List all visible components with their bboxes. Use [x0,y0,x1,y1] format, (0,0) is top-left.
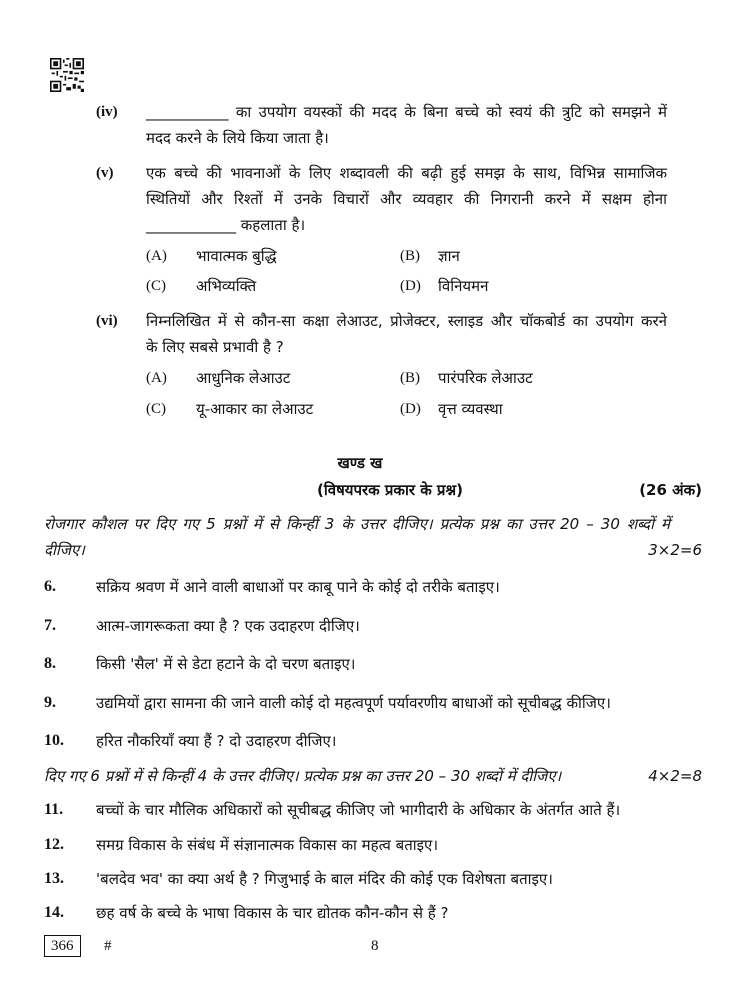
option-label: (A) [146,370,167,386]
question-text: ___________ का उपयोग वयस्कों की मदद के बिना बच्चे को स्वयं की त्रुटि को समझने में [146,103,667,121]
question-label: (v) [96,165,114,181]
question-text: सक्रिय श्रवण में आने वाली बाधाओं पर काबू पाने के कोई दो तरीके बताइए। [96,578,500,596]
question-number: 11. [44,801,64,818]
question-number: 8. [44,655,56,672]
question-number: 9. [44,694,56,711]
question-number: 14. [44,904,64,921]
question-number: 7. [44,617,56,634]
option-label: (C) [146,278,166,294]
question-number: 10. [44,732,64,749]
option-label: (D) [400,278,421,294]
page-number: 8 [371,938,379,954]
option-text: भावात्मक बुद्धि [196,247,277,265]
question-label: (vi) [96,313,118,329]
option-text: यू-आकार का लेआउट [196,400,314,418]
option-label: (B) [400,370,420,386]
option-text: ज्ञान [438,247,460,265]
question-text: उद्यमियों द्वारा सामना की जाने वाली कोई दो महत्वपूर्ण पर्यावरणीय बाधाओं को सूचीबद्ध कीजिए। [96,694,611,712]
instruction-text: दिए गए 6 प्रश्नों में से किन्हीं 4 के उत्तर दीजिए। प्रत्येक प्रश्न का उत्तर 20 – 30 शब्दों में दीजिए। [44,767,562,785]
section-marks: (26 अंक) [639,481,702,499]
question-text: के लिए सबसे प्रभावी है ? [146,338,284,356]
question-text: हरित नौकरियाँ क्या हैं ? दो उदाहरण दीजिए। [96,732,337,750]
question-text: निम्नलिखित में से कौन-सा कक्षा लेआउट, प्रोजेक्टर, स्लाइड और चॉकबोर्ड का उपयोग करने [146,312,667,330]
option-label: (B) [400,248,420,264]
option-text: विनियमन [438,277,489,295]
option-text: अभिव्यक्ति [196,277,257,295]
question-text: छह वर्ष के बच्चे के भाषा विकास के चार द्योतक कौन-कौन से हैं ? [96,904,449,922]
paper-code-box: 366 [44,935,81,957]
marks-scheme: 3×2=6 [648,541,702,559]
qr-code-icon [50,58,84,92]
instruction-text: दीजिए। [44,541,85,559]
question-text: ____________ कहलाता है। [146,216,306,234]
marks-scheme: 4×2=8 [648,767,702,785]
question-number: 13. [44,870,64,887]
question-text: समग्र विकास के संबंध में संज्ञानात्मक विकास का महत्व बताइए। [96,836,438,854]
question-text: स्थितियों और रिश्तों में उनके विचारों और व्यवहार की निगरानी करने में सक्षम होना [146,190,667,208]
option-text: पारंपरिक लेआउट [438,369,533,387]
instruction-text: रोजगार कौशल पर दिए गए 5 प्रश्नों में से किन्हीं 3 के उत्तर दीजिए। प्रत्येक प्रश्न का उत्तर 20 – 30 शब्दों में [44,515,670,533]
question-text: बच्चों के चार मौलिक अधिकारों को सूचीबद्ध कीजिए जो भागीदारी के अधिकार के अंतर्गत आते हैं। [96,801,621,819]
section-title: खण्ड ख [337,454,383,472]
section-subtitle: (विषयपरक प्रकार के प्रश्न) [317,481,463,499]
option-label: (D) [400,401,421,417]
question-text: 'बलदेव भव' का क्या अर्थ है ? गिजुभाई के बाल मंदिर की कोई एक विशेषता बताइए। [96,870,553,888]
option-label: (A) [146,248,167,264]
option-text: वृत्त व्यवस्था [438,400,503,418]
option-text: आधुनिक लेआउट [196,369,291,387]
question-text: आत्म-जागरूकता क्या है ? एक उदाहरण दीजिए। [96,617,360,635]
footer-hash: # [104,938,112,954]
question-text: किसी 'सैल' में से डेटा हटाने के दो चरण बताइए। [96,655,356,673]
question-label: (iv) [96,104,118,120]
question-text: मदद करने के लिये किया जाता है। [146,129,329,147]
question-text: एक बच्चे की भावनाओं के लिए शब्दावली की बढ़ी हुई समझ के साथ, विभिन्न सामाजिक [146,164,667,182]
question-number: 12. [44,836,64,853]
question-number: 6. [44,578,56,595]
option-label: (C) [146,401,166,417]
